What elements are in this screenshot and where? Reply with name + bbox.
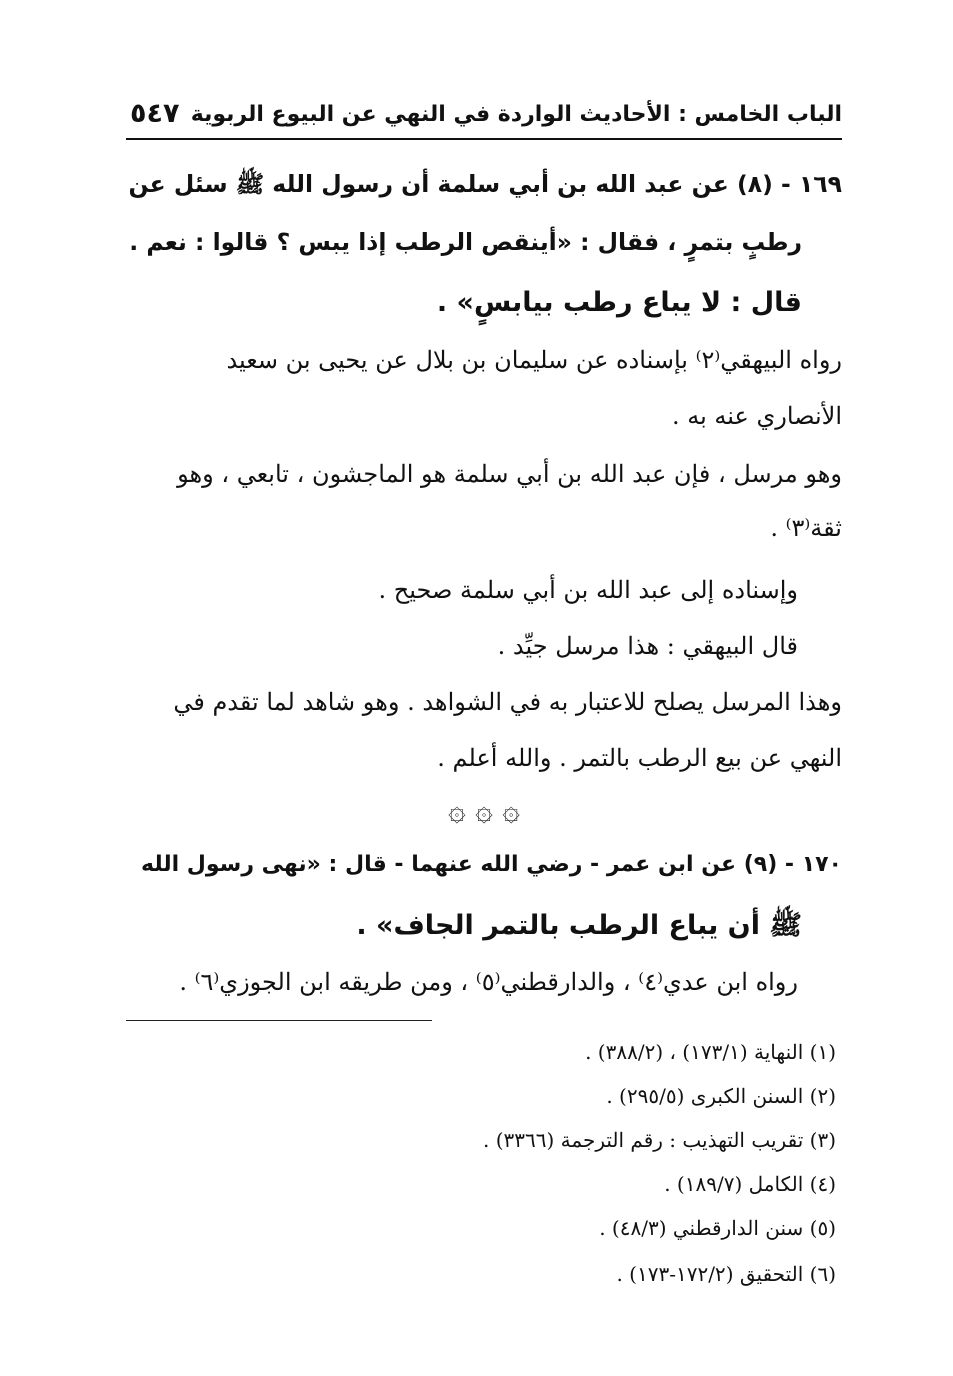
- footnote-4: (٤) الكامل (١٨٩/٧) .: [664, 1172, 836, 1196]
- paragraph-narration-line-1: رواه البيهقي⁽٢⁾ بإسناده عن سليمان بن بلال عن يحيى بن سعيد: [226, 346, 842, 374]
- section-separator-ornaments: ۞ ۞ ۞: [448, 793, 520, 828]
- paragraph-mursal-line-1: وهو مرسل ، فإن عبد الله بن أبي سلمة هو الماجشون ، تابعي ، وهو: [177, 460, 842, 488]
- hadith-169-line-1: ١٦٩ - (٨) عن عبد الله بن أبي سلمة أن رسول الله ﷺ سئل عن: [128, 170, 842, 198]
- footnote-5: (٥) سنن الدارقطني (٤٨/٣) .: [599, 1216, 836, 1240]
- header-divider: [126, 138, 842, 140]
- footnote-2: (٢) السنن الكبرى (٢٩٥/٥) .: [606, 1084, 836, 1108]
- hadith-169-line-3: قال : لا يباع رطب بيابسٍ» .: [436, 287, 802, 318]
- footnote-1: (١) النهاية (١٧٣/١) ، (٣٨٨/٢) .: [585, 1040, 836, 1064]
- paragraph-shawahid-line-2: النهي عن بيع الرطب بالتمر . والله أعلم .: [437, 744, 842, 772]
- hadith-170-source: رواه ابن عدي⁽٤⁾ ، والدارقطني⁽٥⁾ ، ومن طريقه ابن الجوزي⁽٦⁾ .: [179, 968, 798, 996]
- book-page: [126, 0, 842, 1376]
- footnote-6: (٦) التحقيق (١٧٢/٢-١٧٣) .: [616, 1262, 836, 1286]
- paragraph-isnad-sahih: وإسناده إلى عبد الله بن أبي سلمة صحيح .: [378, 576, 798, 604]
- footnote-divider: [126, 1020, 432, 1021]
- paragraph-shawahid-line-1: وهذا المرسل يصلح للاعتبار به في الشواهد . وهو شاهد لما تقدم في: [173, 688, 842, 716]
- hadith-170-line-1: ١٧٠ - (٩) عن ابن عمر - رضي الله عنهما - قال : «نهى رسول الله: [141, 852, 842, 877]
- paragraph-mursal-line-2: ثقة⁽٣⁾ .: [770, 514, 842, 542]
- footnote-3: (٣) تقريب التهذيب : رقم الترجمة (٣٣٦٦) .: [483, 1128, 836, 1152]
- paragraph-bayhaqi-quote: قال البيهقي : هذا مرسل جيِّد .: [497, 632, 798, 660]
- hadith-170-line-2: ﷺ أن يباع الرطب بالتمر الجاف» .: [356, 910, 802, 941]
- page-number: ٥٤٧: [130, 98, 180, 129]
- chapter-title: الباب الخامس : الأحاديث الواردة في النهي عن البيوع الربوية: [190, 102, 842, 127]
- running-header: [126, 96, 842, 138]
- hadith-169-line-2: رطبٍ بتمرٍ ، فقال : «أينقص الرطب إذا يبس ؟ قالوا : نعم .: [129, 228, 802, 256]
- paragraph-narration-line-2: الأنصاري عنه به .: [671, 402, 842, 430]
